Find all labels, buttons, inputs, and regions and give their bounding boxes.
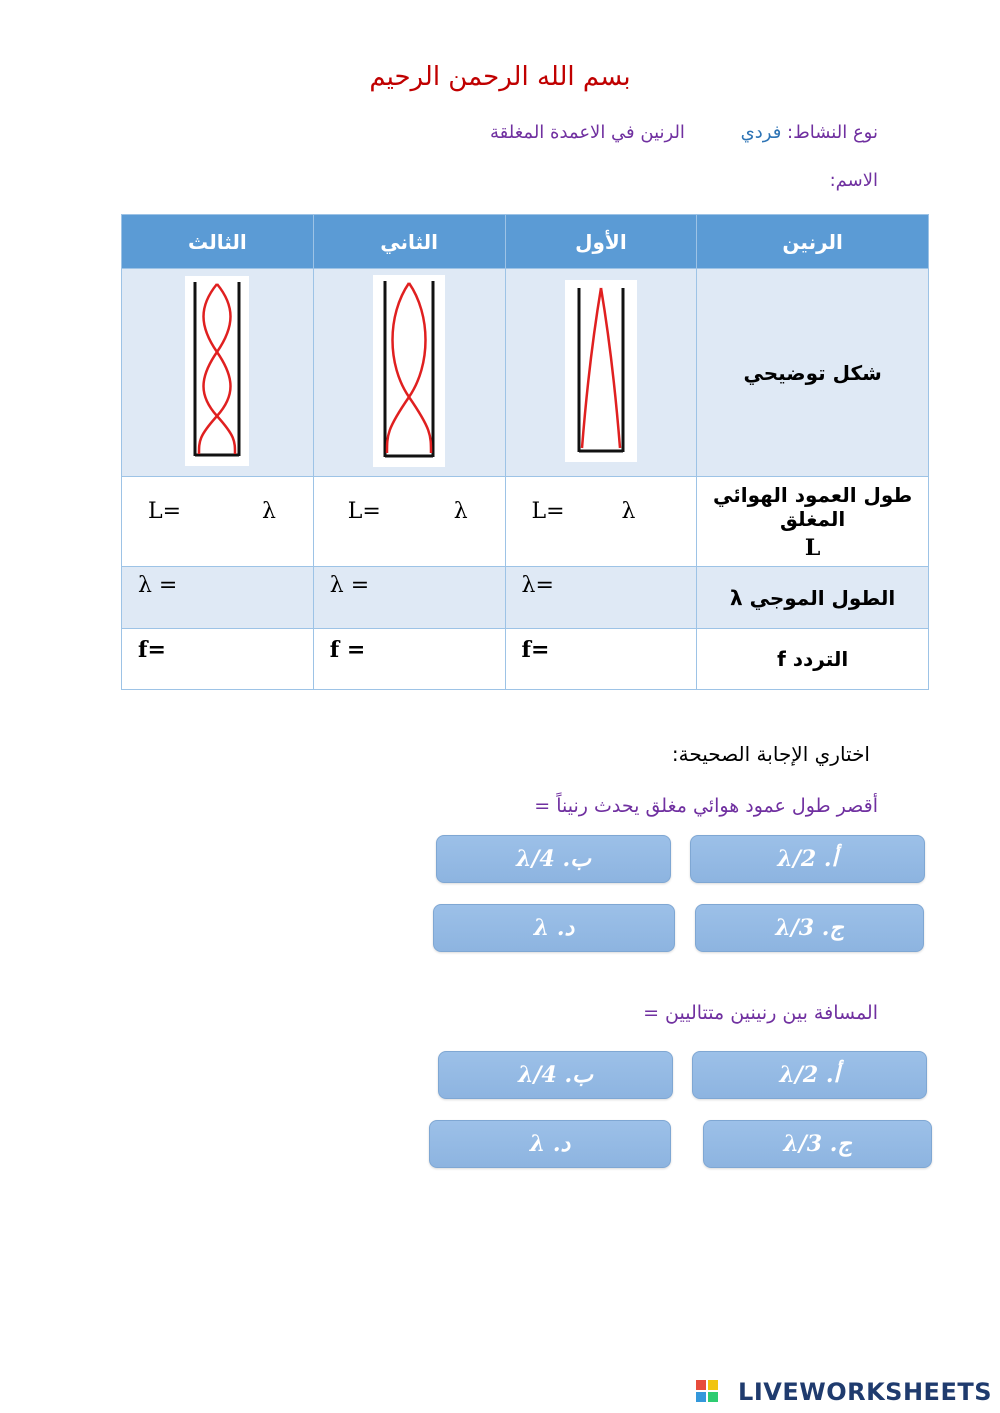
tube-first-cell <box>505 269 697 477</box>
name-label: الاسم: <box>829 170 878 191</box>
liveworksheets-brand[interactable]: LIVEWORKSHEETS <box>738 1378 992 1406</box>
page-title: بسم الله الرحمن الرحيم <box>369 62 631 92</box>
length-cell-third[interactable] <box>122 477 314 567</box>
q2-option-a-button[interactable]: أ. λ/2 <box>692 1051 927 1099</box>
liveworksheets-logo-icon <box>696 1380 718 1402</box>
activity-value: فردي <box>740 122 782 143</box>
row-label-length-symbol: L <box>804 534 821 561</box>
length-lambda: λ <box>453 499 468 524</box>
resonance-table <box>121 214 929 690</box>
activity-label: نوع النشاط: <box>787 122 878 143</box>
wavelength-value: λ= <box>521 573 554 598</box>
length-lhs: L= <box>531 499 565 524</box>
question-1-text: أقصر طول عمود هوائي مغلق يحدث رنيناً = <box>534 795 878 817</box>
tube-second-diagram <box>373 275 445 467</box>
row-label-length-text: طول العمود الهوائي المغلق <box>713 482 913 531</box>
tube-first-diagram <box>565 280 637 462</box>
q1-option-d-button[interactable]: د. λ <box>433 904 675 952</box>
q2-option-d-button[interactable]: د. λ <box>429 1120 671 1168</box>
length-lambda: λ <box>621 499 636 524</box>
q2-option-c-button[interactable]: ج. λ/3 <box>703 1120 932 1168</box>
instruction-heading: اختاري الإجابة الصحيحة: <box>671 742 870 766</box>
wavelength-value: λ = <box>329 573 370 598</box>
q1-option-a-button[interactable]: أ. λ/2 <box>690 835 925 883</box>
wavelength-cell-first[interactable] <box>505 567 697 629</box>
frequency-cell-second[interactable] <box>313 629 505 690</box>
tube-third-diagram <box>185 276 249 466</box>
frequency-value: f= <box>138 637 166 663</box>
length-lambda: λ <box>262 499 276 524</box>
length-lhs: L= <box>148 499 182 524</box>
row-label-illustration: شكل توضيحي <box>697 269 929 477</box>
q1-option-c-button[interactable]: ج. λ/3 <box>695 904 924 952</box>
frequency-cell-first[interactable] <box>505 629 697 690</box>
header-resonance: الرنين <box>697 215 929 269</box>
header-second: الثاني <box>313 215 505 269</box>
frequency-cell-third[interactable] <box>122 629 314 690</box>
header-first: الأول <box>505 215 697 269</box>
length-lhs: L= <box>347 499 381 524</box>
frequency-value: f= <box>521 637 550 663</box>
wavelength-cell-third[interactable] <box>122 567 314 629</box>
wavelength-value: λ = <box>138 573 178 598</box>
row-label-wavelength: الطول الموجي λ <box>697 567 929 629</box>
q2-option-b-button[interactable]: ب. λ/4 <box>438 1051 673 1099</box>
frequency-value: f = <box>329 637 366 663</box>
length-cell-second[interactable] <box>313 477 505 567</box>
activity-line <box>490 122 878 143</box>
wavelength-cell-second[interactable] <box>313 567 505 629</box>
header-third: الثالث <box>122 215 314 269</box>
question-2-text: المسافة بين رنينين متتاليين = <box>643 1002 878 1024</box>
row-label-frequency: التردد f <box>697 629 929 690</box>
tube-second-cell <box>313 269 505 477</box>
q1-option-b-button[interactable]: ب. λ/4 <box>436 835 671 883</box>
row-label-length <box>697 477 929 567</box>
topic-label: الرنين في الاعمدة المغلقة <box>490 122 685 143</box>
length-cell-first[interactable] <box>505 477 697 567</box>
tube-third-cell <box>122 269 314 477</box>
